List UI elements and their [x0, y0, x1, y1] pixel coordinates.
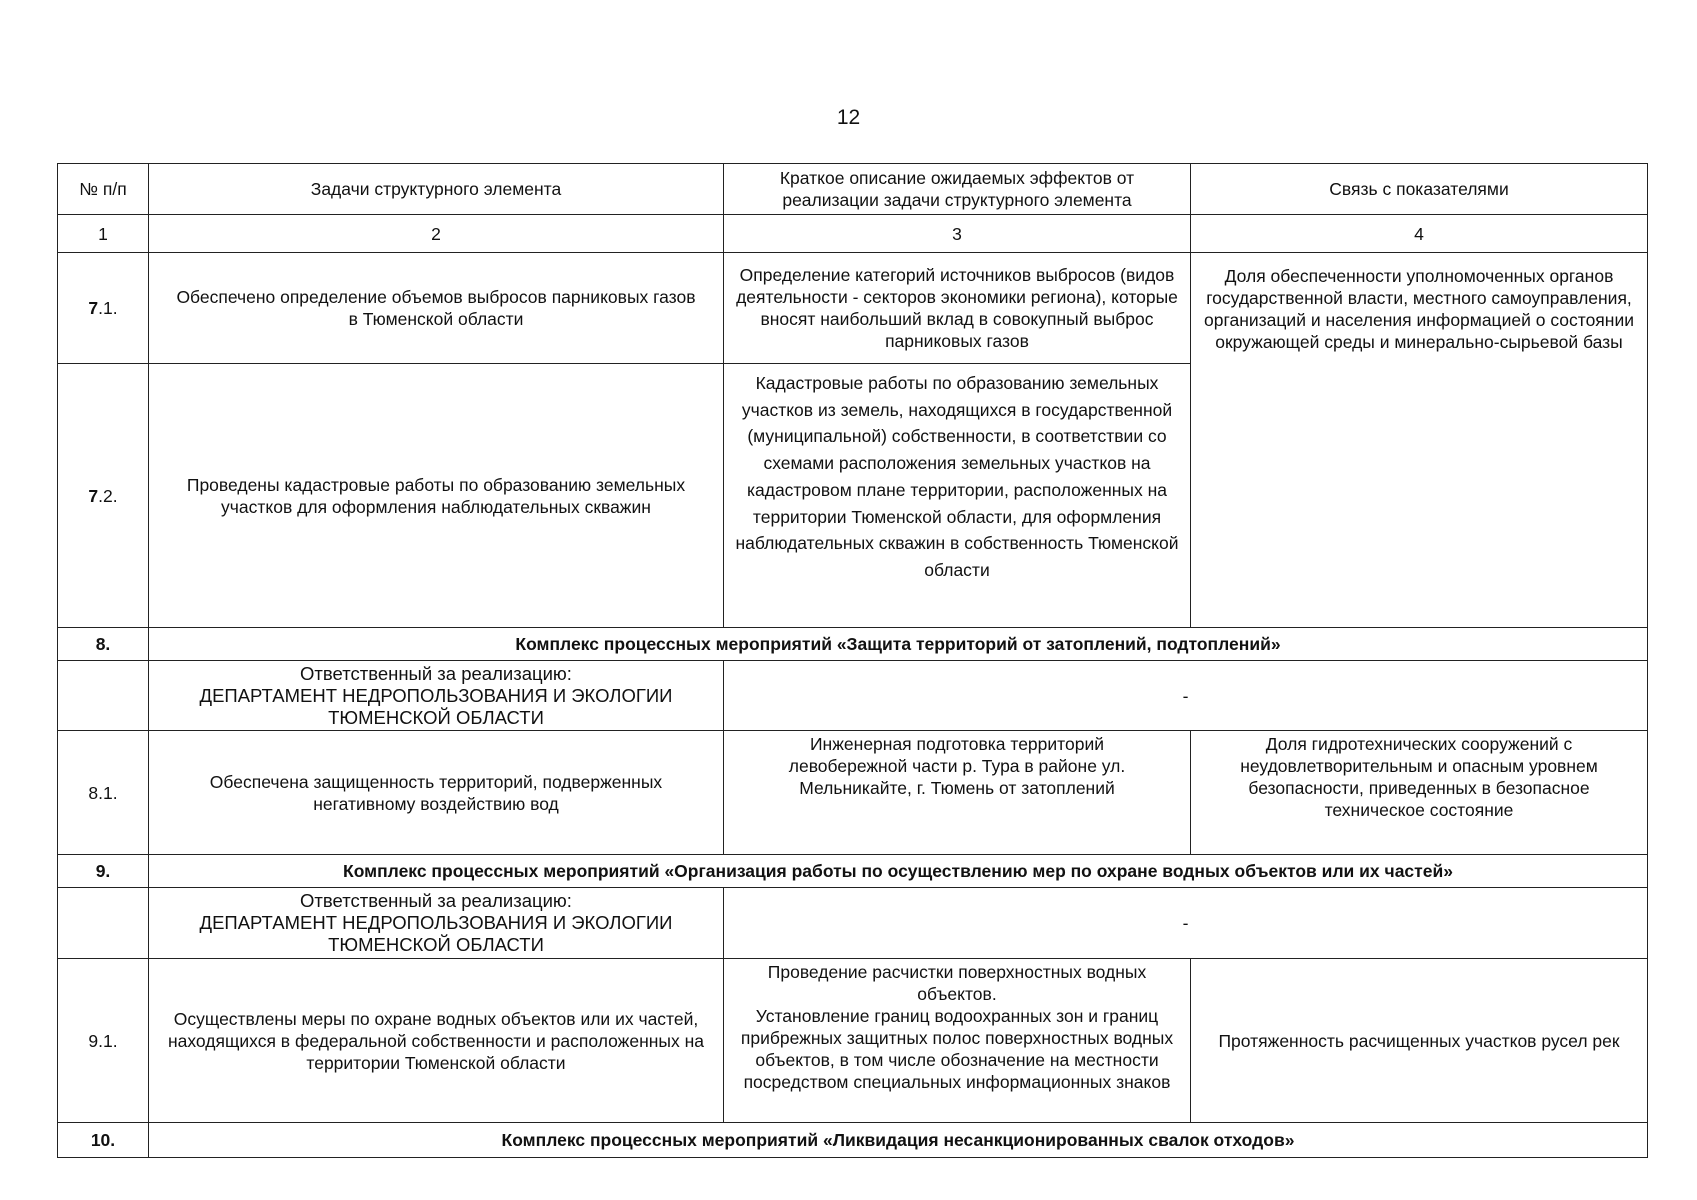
responsible-cell: [149, 661, 724, 731]
row-number: 8.1.: [58, 731, 149, 855]
column-number: 4: [1191, 215, 1648, 253]
column-number-row: [58, 215, 1648, 253]
row-number-suffix: .1.: [98, 298, 118, 318]
effect-text: Кадастровые работы по образованию земельных участков из земель, находящихся в государственной (муниципальной) собственности, в соответствии со схемами расположения земельных участков на кадастровом плане территории, расположенных на территории Тюменской области, для оформления наблюдательных скважин в собственность Тюменской области: [724, 364, 1191, 628]
responsible-cell: [149, 888, 724, 959]
responsible-row: [58, 888, 1648, 959]
header-tasks: Задачи структурного элемента: [149, 164, 724, 215]
section-number: 10.: [58, 1123, 149, 1158]
task-text: Обеспечена защищенность территорий, подверженных негативному воздействию вод: [149, 731, 724, 855]
indicator-text: Протяженность расчищенных участков русел рек: [1191, 959, 1648, 1123]
section-row: [58, 855, 1648, 888]
row-number-main: 7: [88, 298, 99, 318]
row-number-suffix: .2.: [98, 485, 118, 506]
responsible-label: Ответственный за реализацию:: [300, 890, 572, 911]
section-title: Комплекс процессных мероприятий «Защита территорий от затоплений, подтоплений»: [149, 628, 1648, 661]
empty-cell: [58, 661, 149, 731]
effect-line: Установление границ водоохранных зон и границ прибрежных защитных полос поверхностных водных объектов, в том числе обозначение на местности посредством специальных информационных знаков: [740, 1006, 1174, 1092]
responsible-value: -: [724, 661, 1648, 731]
page-number: 12: [836, 106, 861, 129]
row-number: [58, 253, 149, 364]
indicator-text: Доля обеспеченности уполномоченных органов государственной власти, местного самоуправления, организаций и населения информацией о состоянии окружающей среды и минерально-сырьевой базы: [1191, 253, 1648, 628]
header-indicators: Связь с показателями: [1191, 164, 1648, 215]
column-number: 2: [149, 215, 724, 253]
effect-text: Инженерная подготовка территорий левобережной части р. Тура в районе ул. Мельникайте, г. Тюмень от затоплений: [724, 731, 1191, 855]
table-row: [58, 253, 1648, 364]
task-text: Осуществлены меры по охране водных объектов или их частей, находящихся в федеральной собственности и расположенных на территории Тюменской области: [149, 959, 724, 1123]
row-number: [58, 364, 149, 628]
table-row: [58, 959, 1648, 1123]
effect-text: [724, 959, 1191, 1123]
section-number: 8.: [58, 628, 149, 661]
responsible-row: [58, 661, 1648, 731]
empty-cell: [58, 888, 149, 959]
responsible-label: Ответственный за реализацию:: [300, 662, 572, 684]
effect-line: Проведение расчистки поверхностных водных объектов.: [767, 962, 1147, 1004]
table-header-row: [58, 164, 1648, 215]
section-title: Комплекс процессных мероприятий «Ликвидация несанкционированных свалок отходов»: [149, 1123, 1648, 1158]
measures-table: [57, 163, 1648, 1158]
section-row: [58, 628, 1648, 661]
row-number-main: 7: [88, 485, 99, 506]
responsible-org: ДЕПАРТАМЕНТ НЕДРОПОЛЬЗОВАНИЯ И ЭКОЛОГИИ ТЮМЕНСКОЙ ОБЛАСТИ: [199, 912, 673, 955]
effect-text: Определение категорий источников выбросов (видов деятельности - секторов экономики региона), которые вносят наибольший вклад в совокупный выброс парниковых газов: [724, 253, 1191, 364]
row-number: 9.1.: [58, 959, 149, 1123]
task-text: Проведены кадастровые работы по образованию земельных участков для оформления наблюдательных скважин: [149, 364, 724, 628]
section-number: 9.: [58, 855, 149, 888]
header-number: № п/п: [58, 164, 149, 215]
header-effects: Краткое описание ожидаемых эффектов от реализации задачи структурного элемента: [724, 164, 1191, 215]
column-number: 1: [58, 215, 149, 253]
table-row: [58, 731, 1648, 855]
task-text: Обеспечено определение объемов выбросов парниковых газов в Тюменской области: [149, 253, 724, 364]
responsible-org: ДЕПАРТАМЕНТ НЕДРОПОЛЬЗОВАНИЯ И ЭКОЛОГИИ ТЮМЕНСКОЙ ОБЛАСТИ: [199, 684, 673, 728]
column-number: 3: [724, 215, 1191, 253]
indicator-text: Доля гидротехнических сооружений с неудовлетворительным и опасным уровнем безопасности, приведенных в безопасное техническое состояние: [1191, 731, 1648, 855]
responsible-value: -: [724, 888, 1648, 959]
section-title: Комплекс процессных мероприятий «Организация работы по осуществлению мер по охране водных объектов или их частей»: [149, 855, 1648, 888]
section-row: [58, 1123, 1648, 1158]
